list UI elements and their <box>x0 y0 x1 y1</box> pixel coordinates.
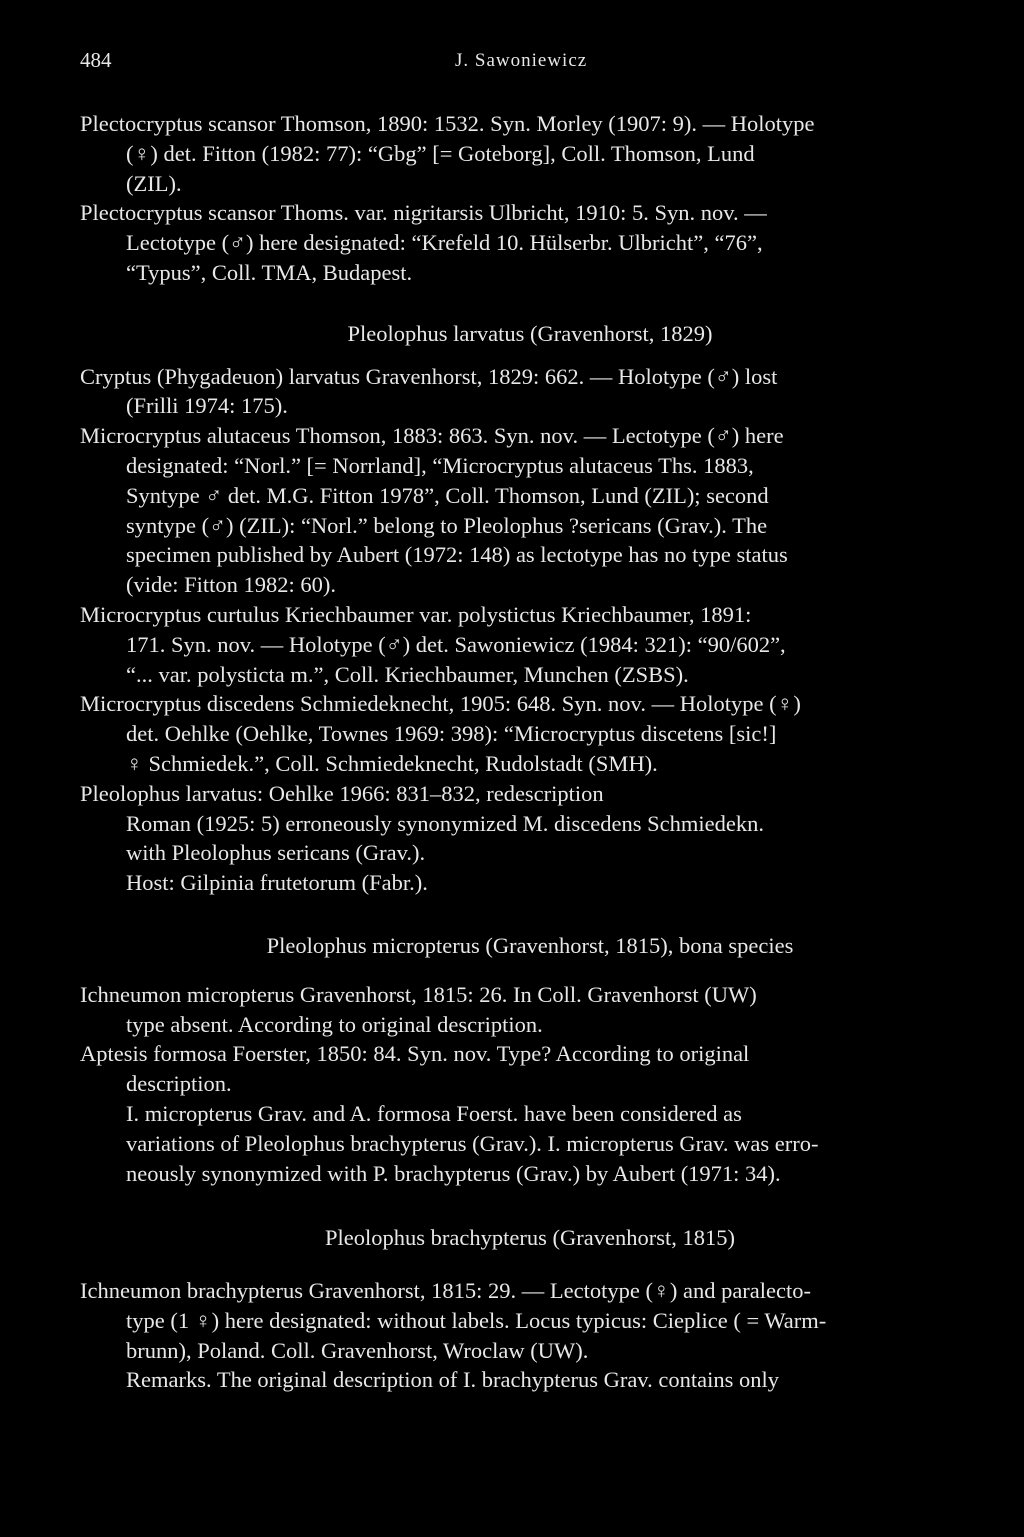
page-body <box>80 109 980 1395</box>
synonym-entry: Pleolophus larvatus: Oehlke 1966: 831–832, redescription <box>80 780 604 806</box>
page-header <box>80 46 944 76</box>
remark-paragraph: I. micropterus Grav. and A. formosa Foerst. have been considered as variations of Pleolophus brachypterus (Grav.). I. micropterus Grav. was erro- neously synonymized with P. brachypterus (Grav.) by Aubert (1971: 34). <box>126 1100 819 1186</box>
remark-paragraph: Roman (1925: 5) erroneously synonymized M. discedens Schmiedekn. with Pleolophus sericans (Grav.). Host: Gilpinia frutetorum (Fabr.). <box>126 810 765 896</box>
synonym-entry: Ichneumon micropterus Gravenhorst, 1815: 26. In Coll. Gravenhorst (UW) type absent. According to original description. <box>80 981 757 1037</box>
species-heading: Pleolophus brachypterus (Gravenhorst, 1815) <box>325 1225 735 1251</box>
synonym-entry: Ichneumon brachypterus Gravenhorst, 1815: 29. — Lectotype (♀) and paralecto- type (1 ♀) here designated: without labels. Locus typicus: Cieplice ( = Warm- brunn), Poland. Coll. Gravenhorst, Wroclaw (UW). Remarks. The original description of I. brachypterus Grav. contains only <box>80 1278 827 1393</box>
synonym-entry: Microcryptus discedens Schmiedeknecht, 1905: 648. Syn. nov. — Holotype (♀) det. Oehlke (Oehlke, Townes 1969: 398): “Microcryptus discetens [sic!] ♀ Schmiedek.”, Coll. Schmiedeknecht, Rudolstadt (SMH). <box>80 691 801 776</box>
species-heading: Pleolophus larvatus (Gravenhorst, 1829) <box>347 320 713 346</box>
page-number: 484 <box>80 48 112 72</box>
species-heading: Pleolophus micropterus (Gravenhorst, 1815), bona species <box>266 932 794 958</box>
synonym-entry: Plectocryptus scansor Thomson, 1890: 1532. Syn. Morley (1907: 9). — Holotype (♀) det. Fitton (1982: 77): “Gbg” [= Goteborg], Coll. Thomson, Lund (ZIL). <box>80 111 815 196</box>
synonym-entry: Plectocryptus scansor Thoms. var. nigritarsis Ulbricht, 1910: 5. Syn. nov. — Lectotype (♂) here designated: “Krefeld 10. Hülserbr. Ulbricht”, “76”, “Typus”, Coll. TMA, Budapest. <box>80 200 767 285</box>
synonym-entry: Cryptus (Phygadeuon) larvatus Gravenhorst, 1829: 662. — Holotype (♂) lost (Frilli 1974: 175). <box>80 363 778 419</box>
synonym-entry: Microcryptus alutaceus Thomson, 1883: 863. Syn. nov. — Lectotype (♂) here designated: “Norl.” [= Norrland], “Microcryptus alutaceus Ths. 1883, Syntype ♂ det. M.G. Fitton 1978”, Coll. Thomson, Lund (ZIL); second syntype (♂) (ZIL): “Norl.” belong to Pleolophus ?sericans (Grav.). The specimen published by Aubert (1972: 148) as lectotype has no type status (vide: Fitton 1982: 60). <box>80 423 788 598</box>
running-head: J. Sawoniewicz <box>455 50 588 71</box>
synonym-entry: Microcryptus curtulus Kriechbaumer var. polystictus Kriechbaumer, 1891: 171. Syn. nov. — Holotype (♂) det. Sawoniewicz (1984: 321): “90/602”, “... var. polysticta m.”, Coll. Kriechbaumer, Munchen (ZSBS). <box>80 601 786 687</box>
synonym-entry: Aptesis formosa Foerster, 1850: 84. Syn. nov. Type? According to original description. <box>80 1041 750 1097</box>
